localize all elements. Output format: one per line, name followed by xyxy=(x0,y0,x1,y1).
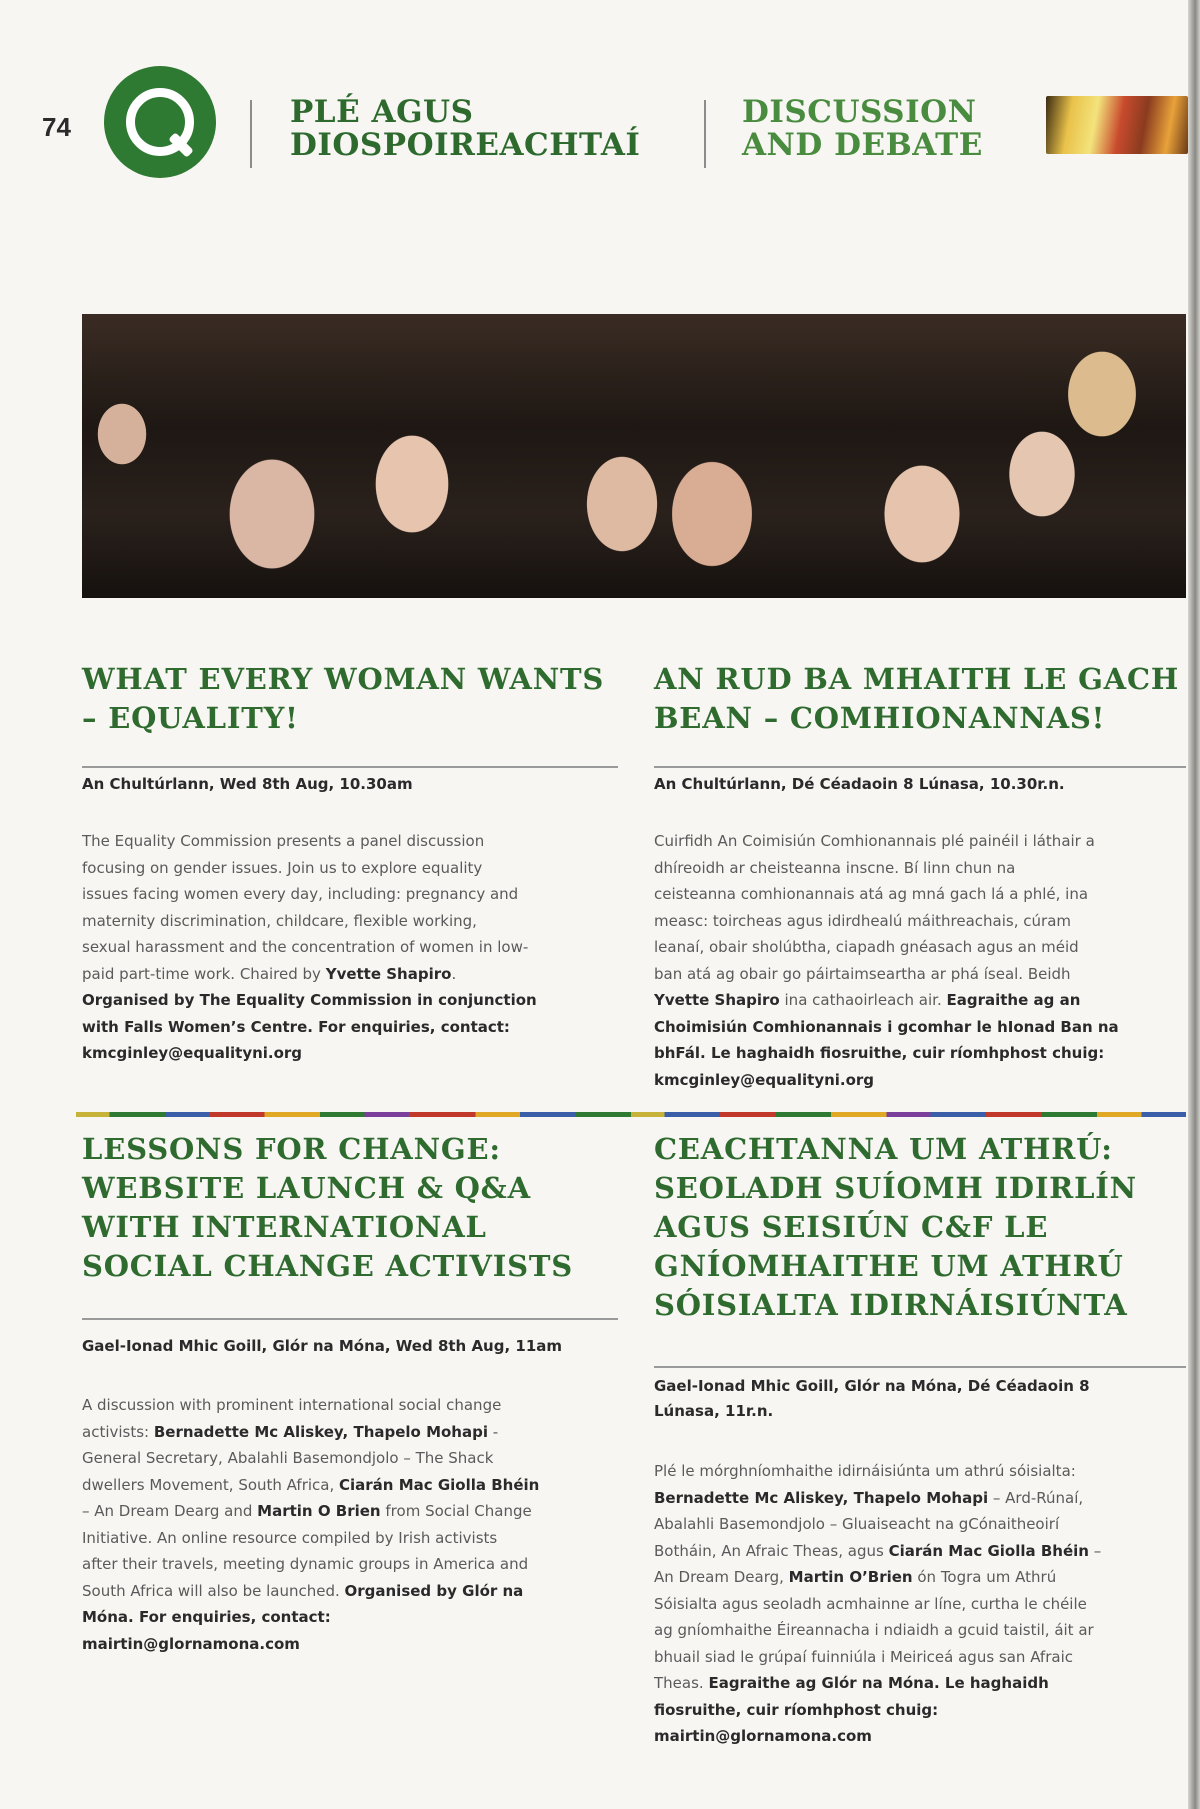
body-line xyxy=(82,1604,539,1631)
body-line xyxy=(82,934,537,961)
divider-rule xyxy=(82,1318,618,1320)
body-line xyxy=(82,961,537,988)
title-line: LESSONS FOR CHANGE: xyxy=(82,1132,501,1166)
body-line xyxy=(82,1392,539,1419)
women-ga-title xyxy=(654,660,1179,738)
title-line: BEAN – COMHIONANNAS! xyxy=(654,701,1106,735)
text-run: ag gníomhaithe Éireannacha i ndiaidh a gcuid taistil, áit ar xyxy=(654,1621,1094,1639)
text-run: after their travels, meeting dynamic groups in America and xyxy=(82,1555,529,1573)
text-run: A discussion with prominent international social change xyxy=(82,1396,502,1414)
text-run: Theas. xyxy=(654,1674,709,1692)
lessons-en-body xyxy=(82,1392,539,1657)
header-divider-right xyxy=(704,100,706,168)
body-line xyxy=(82,1578,539,1605)
text-run: maternity discrimination, childcare, flexible working, xyxy=(82,911,477,930)
body-line xyxy=(82,1040,537,1067)
header-thumbnail-photo xyxy=(1046,96,1188,154)
bold-text-run: Eagraithe ag Glór na Móna. Le haghaidh xyxy=(708,1674,1049,1692)
body-line xyxy=(654,1670,1101,1697)
text-run: South Africa will also be launched. xyxy=(82,1581,345,1600)
body-line xyxy=(654,1458,1101,1485)
body-line xyxy=(654,1511,1101,1538)
multicolor-divider-bar xyxy=(76,1112,1186,1117)
body-line xyxy=(654,961,1119,988)
bold-text-run: Yvette Shapiro xyxy=(654,991,780,1009)
body-line xyxy=(654,855,1119,882)
bold-text-run: Bernadette Mc Aliskey, Thapelo Mohapi xyxy=(654,1488,989,1507)
bold-text-run: Móna. For enquiries, contact: xyxy=(82,1608,331,1626)
women-en-body xyxy=(82,828,537,1067)
body-line xyxy=(82,828,537,855)
text-run: – Ard-Rúnaí, xyxy=(988,1488,1084,1507)
body-line xyxy=(654,1617,1101,1644)
text-run: Abalahli Basemondjolo – Gluaiseacht na gCónaitheoirí xyxy=(654,1515,1060,1533)
magnifier-q-icon xyxy=(104,66,216,178)
lessons-ga-meta xyxy=(654,1374,1090,1424)
divider-rule xyxy=(82,766,618,768)
body-line xyxy=(82,1498,539,1525)
body-line xyxy=(82,855,537,882)
women-en-title xyxy=(82,660,604,738)
text-run: issues facing women every day, including: pregnancy and xyxy=(82,885,519,903)
body-line xyxy=(82,1419,539,1446)
bold-text-run: with Falls Women’s Centre. For enquiries, contact: xyxy=(82,1017,510,1036)
body-line xyxy=(82,1445,539,1472)
body-line xyxy=(654,828,1119,855)
lessons-ga-body xyxy=(654,1458,1101,1750)
text-run: from Social Change xyxy=(380,1502,532,1520)
body-line xyxy=(654,987,1119,1014)
text-run: leanaí, obair sholúbtha, ciapadh gnéasach agus an méid xyxy=(654,938,1079,956)
body-line xyxy=(654,1723,1101,1750)
body-line xyxy=(654,934,1119,961)
meta-line: Lúnasa, 11r.n. xyxy=(654,1402,774,1420)
section-title-irish xyxy=(290,96,640,162)
text-run: Cuirfidh An Coimisiún Comhionannais plé painéil i láthair a xyxy=(654,832,1095,850)
text-run: ceisteanna comhionannais atá ag mná gach lá a phlé, ina xyxy=(654,885,1089,903)
text-run: paid part-time work. Chaired by xyxy=(82,964,326,983)
body-line xyxy=(82,1525,539,1552)
text-run: focusing on gender issues. Join us to explore equality xyxy=(82,858,483,877)
women-ga-body xyxy=(654,828,1119,1093)
text-run: Sóisialta agus seoladh acmhainne ar líne, curtha le chéile xyxy=(654,1594,1087,1613)
body-line xyxy=(654,1040,1119,1067)
text-run: Initiative. An online resource compiled by Irish activists xyxy=(82,1528,498,1547)
text-run: Plé le mórghníomhaithe idirnáisiúnta um athrú sóisialta: xyxy=(654,1462,1076,1480)
lessons-ga-title xyxy=(654,1130,1137,1325)
text-run: measc: toircheas agus idirdhealú máithreachais, cúram xyxy=(654,911,1071,930)
text-run: dhíreoidh ar cheisteanna inscne. Bí linn chun na xyxy=(654,858,1016,877)
text-run: dwellers Movement, South Africa, xyxy=(82,1475,339,1494)
title-line: SÓISIALTA IDIRNÁISIÚNTA xyxy=(654,1288,1128,1322)
body-line xyxy=(82,1014,537,1041)
body-line xyxy=(82,1472,539,1499)
bold-text-run: mairtin@glornamona.com xyxy=(654,1727,872,1745)
body-line xyxy=(82,908,537,935)
bold-text-run: kmcginley@equalityni.org xyxy=(82,1044,303,1062)
bold-text-run: kmcginley@equalityni.org xyxy=(654,1070,875,1089)
body-line xyxy=(654,1485,1101,1512)
body-line xyxy=(654,1644,1101,1671)
body-line xyxy=(654,1014,1119,1041)
divider-rule xyxy=(654,766,1186,768)
women-ga-meta: An Chultúrlann, Dé Céadaoin 8 Lúnasa, 10.30r.n. xyxy=(654,775,1065,793)
title-english-line-2: AND DEBATE xyxy=(742,127,983,163)
crowd-of-women-photo xyxy=(82,314,1186,598)
lessons-en-title xyxy=(82,1130,573,1286)
bold-text-run: Eagraithe ag an xyxy=(946,991,1081,1009)
bold-text-run: bhFál. Le haghaidh fiosruithe, cuir ríomhphost chuig: xyxy=(654,1044,1105,1062)
bold-text-run: Martin O’Brien xyxy=(788,1568,913,1586)
title-irish-line-1: PLÉ AGUS xyxy=(290,94,474,130)
bold-text-run: Organised by Glór na xyxy=(344,1581,524,1600)
title-line: SOCIAL CHANGE ACTIVISTS xyxy=(82,1249,573,1283)
title-line: – EQUALITY! xyxy=(82,701,299,735)
bold-text-run: Organised by The Equality Commission in conjunction xyxy=(82,991,537,1009)
title-line: WITH INTERNATIONAL xyxy=(82,1210,487,1244)
text-run: activists: xyxy=(82,1422,154,1441)
bold-text-run: Martin O Brien xyxy=(257,1502,381,1520)
title-line: AN RUD BA MHAITH LE GACH xyxy=(654,662,1180,696)
text-run: bhuail siad le grúpaí fuinniúla i Meiriceá agus san Afraic xyxy=(654,1647,1073,1666)
section-title-english xyxy=(742,96,983,162)
text-run: . xyxy=(451,964,457,983)
text-run: sexual harassment and the concentration of women in low- xyxy=(82,938,529,956)
text-run: ban atá ag obair go páirtaimseartha ar phá íseal. Beidh xyxy=(654,964,1071,983)
body-line xyxy=(654,881,1119,908)
body-line xyxy=(654,1591,1101,1618)
body-line xyxy=(654,908,1119,935)
body-line xyxy=(654,1697,1101,1724)
bold-text-run: fiosruithe, cuir ríomhphost chuig: xyxy=(654,1700,939,1719)
header-divider-left xyxy=(250,100,252,168)
bold-text-run: Choimisiún Comhionannais i gcomhar le hIonad Ban na xyxy=(654,1017,1119,1036)
meta-line: Gael-Ionad Mhic Goill, Glór na Móna, Dé Céadaoin 8 xyxy=(654,1377,1090,1395)
next-page-edge xyxy=(1188,0,1200,1809)
text-run: The Equality Commission presents a panel discussion xyxy=(82,832,485,850)
title-irish-line-2: DIOSPOIREACHTAÍ xyxy=(290,127,641,163)
body-line xyxy=(654,1538,1101,1565)
title-line: WHAT EVERY WOMAN WANTS xyxy=(82,662,605,696)
body-line xyxy=(82,1631,539,1658)
title-line: AGUS SEISIÚN C&F LE xyxy=(654,1210,1049,1244)
body-line xyxy=(82,987,537,1014)
body-line xyxy=(654,1067,1119,1094)
divider-rule xyxy=(654,1366,1186,1368)
body-line xyxy=(82,1551,539,1578)
text-run: General Secretary, Abalahli Basemondjolo – The Shack xyxy=(82,1449,494,1467)
text-run: An Dream Dearg, xyxy=(654,1568,789,1586)
text-run: ina cathaoirleach air. xyxy=(779,991,947,1009)
title-line: GNÍOMHAITHE UM ATHRÚ xyxy=(654,1249,1124,1283)
text-run: ón Togra um Athrú xyxy=(912,1568,1057,1586)
text-run: – xyxy=(1088,1541,1102,1560)
title-line: SEOLADH SUÍOMH IDIRLÍN xyxy=(654,1171,1137,1205)
page-number: 74 xyxy=(42,112,71,142)
title-line: CEACHTANNA UM ATHRÚ: xyxy=(654,1132,1113,1166)
bold-text-run: Bernadette Mc Aliskey, Thapelo Mohapi xyxy=(153,1422,488,1441)
body-line xyxy=(654,1564,1101,1591)
women-en-meta: An Chultúrlann, Wed 8th Aug, 10.30am xyxy=(82,775,413,793)
text-run: - xyxy=(488,1422,499,1441)
title-line: WEBSITE LAUNCH & Q&A xyxy=(82,1171,531,1205)
body-line xyxy=(82,881,537,908)
bold-text-run: Ciarán Mac Giolla Bhéin xyxy=(339,1475,540,1494)
title-english-line-1: DISCUSSION xyxy=(742,94,977,130)
bold-text-run: mairtin@glornamona.com xyxy=(82,1634,300,1653)
lessons-en-meta: Gael-Ionad Mhic Goill, Glór na Móna, Wed 8th Aug, 11am xyxy=(82,1337,563,1355)
text-run: – An Dream Dearg and xyxy=(82,1502,258,1520)
text-run: Botháin, An Afraic Theas, agus xyxy=(654,1541,889,1560)
bold-text-run: Yvette Shapiro xyxy=(325,964,452,983)
bold-text-run: Ciarán Mac Giolla Bhéin xyxy=(888,1541,1089,1560)
